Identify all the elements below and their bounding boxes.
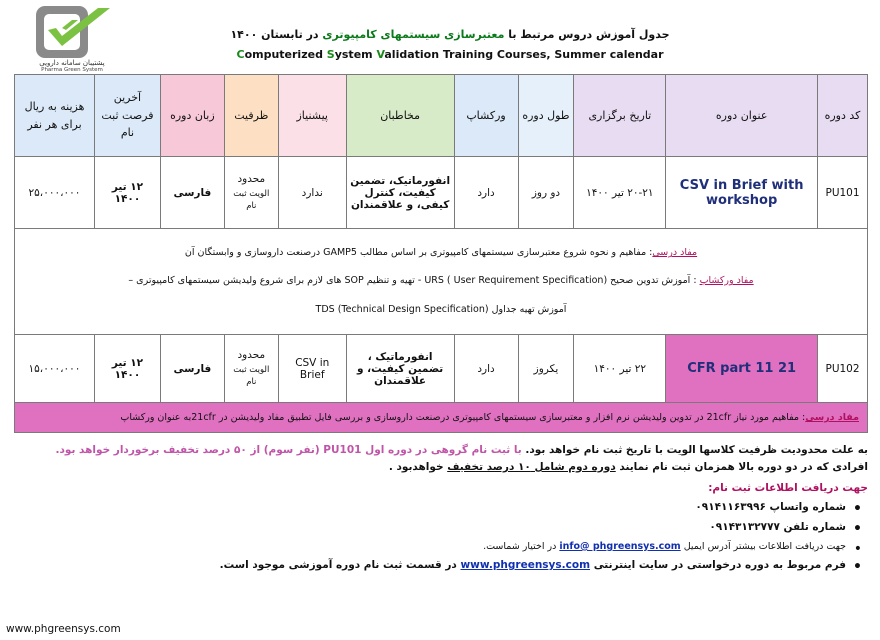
- table-header-row: [15, 75, 868, 157]
- course-audience: انفورماتیک، تضمین کیفیت، کنترل کیفی، و علاقمندان: [346, 157, 454, 229]
- header-language: زبان دوره: [160, 75, 224, 157]
- page-title-en: Computerized System Validation Training Courses, Summer calendar: [236, 48, 664, 61]
- table-row: [15, 335, 868, 403]
- course-notes-row: [15, 403, 868, 433]
- capacity-main: محدود: [237, 348, 266, 361]
- form-item: • فرم مربوط به دوره درخواستی در سایت اینترنتی www.phgreensys.com در قسمت ثبت نام دوره آموزشی موجود است.: [14, 557, 868, 574]
- registration-notes: [14, 442, 868, 577]
- contact-list: [14, 499, 868, 574]
- capacity-sub: الویت ثبت نام: [233, 364, 270, 388]
- logo-caption-en: Pharma Green System: [41, 67, 103, 73]
- course-language: فارسی: [160, 335, 224, 403]
- course-notes: [15, 229, 868, 335]
- phone-item: • شماره تلفن ۰۹۱۴۳۱۳۲۷۷۷: [14, 519, 868, 536]
- email-link[interactable]: info@ phgreensys.com: [559, 540, 681, 552]
- course-title: CSV in Brief with workshop: [666, 157, 818, 229]
- course-date: ۲۰-۲۱ تیر ۱۴۰۰: [574, 157, 666, 229]
- website-link[interactable]: www.phgreensys.com: [460, 559, 591, 572]
- workshop-content: مفاد ورکشاپ : آموزش تدوین صحیح (URS ( User Requirement Specification - تهیه و تنظیم SOP های لازم برای شروع ولیدیشن سیستمهای کامپیوتری –: [128, 275, 754, 287]
- course-code: PU101: [818, 157, 868, 229]
- header-date: تاریخ برگزاری: [574, 75, 666, 157]
- course-deadline: ۱۲ تیر ۱۴۰۰: [94, 335, 160, 403]
- course-fee: ۲۵،۰۰۰،۰۰۰: [15, 157, 95, 229]
- table-row: [15, 157, 868, 229]
- logo-caption-fa: پشتیبان سامانه دارویی: [39, 59, 105, 67]
- header-length: طول دوره: [518, 75, 574, 157]
- registration-info-title: جهت دریافت اطلاعات ثبت نام:: [708, 481, 868, 494]
- header-workshop: ورکشاپ: [454, 75, 518, 157]
- footer-website[interactable]: www.phgreensys.com: [6, 623, 121, 635]
- course-workshop: دارد: [454, 157, 518, 229]
- course-language: فارسی: [160, 157, 224, 229]
- header-code: کد دوره: [818, 75, 868, 157]
- header-deadline: آخرین فرصت ثبت نام: [94, 75, 160, 157]
- capacity-note: به علت محدودیت ظرفیت کلاسها الویت با تاریخ ثبت نام خواهد بود. با ثبت نام گروهی در دوره اول PU101 (نفر سوم) از ۵۰ درصد تخفیف برخوردار خواهد بود.: [55, 444, 868, 456]
- course-length: دو روز: [518, 157, 574, 229]
- course-code: PU102: [818, 335, 868, 403]
- course-date: ۲۲ تیر ۱۴۰۰: [574, 335, 666, 403]
- course-fee: ۱۵،۰۰۰،۰۰۰: [15, 335, 95, 403]
- lesson-content: مفاد درسی: مفاهیم و نحوه شروع معتبرسازی سیستمهای کامپیوتری بر اساس مطالب GAMP5 درصنعت داروسازی و وابستگان آن: [184, 247, 698, 259]
- whatsapp-item: • شماره واتساپ ۰۹۱۴۱۱۶۳۹۹۶: [14, 499, 868, 516]
- capacity-main: محدود: [237, 172, 266, 185]
- capacity-sub: الویت ثبت نام: [233, 188, 270, 212]
- tds-content: آموزش تهیه جداول (TDS (Technical Design Specification: [315, 303, 567, 315]
- course-audience: انفورماتیک ، تضمین کیفیت، و علاقمندان: [346, 335, 454, 403]
- course-table: [14, 74, 868, 433]
- header-fee: هزینه به ریال برای هر نفر: [15, 75, 95, 157]
- header-capacity: ظرفیت: [224, 75, 278, 157]
- course-length: یکروز: [518, 335, 574, 403]
- course-prerequisite: ندارد: [278, 157, 346, 229]
- course-capacity: [224, 157, 278, 229]
- course-notes: مفاد درسی: مفاهیم مورد نیاز 21cfr در تدوین ولیدیشن نرم افزار و معتبرسازی سیستمهای کامپیوتری درصنعت داروسازی و بررسی فایل تطبیق مفاد ولیدیشن در 21cfrبه عنوان ورکشاپ: [15, 403, 868, 433]
- course-prerequisite: CSV in Brief: [278, 335, 346, 403]
- course-title: 21 CFR part 11: [666, 335, 818, 403]
- course-workshop: دارد: [454, 335, 518, 403]
- course-deadline: ۱۲ تیر ۱۴۰۰: [94, 157, 160, 229]
- email-item: • جهت دریافت اطلاعات بیشتر آدرس ایمیل info@ phgreensys.com در اختیار شماست.: [14, 539, 868, 554]
- discount-note: افرادی که در دو دوره بالا همزمان ثبت نام نمایند دوره دوم شامل ۱۰ درصد تخفیف خواهدبود .: [388, 460, 868, 473]
- header-title: عنوان دوره: [666, 75, 818, 157]
- header-prerequisite: پیشنیاز: [278, 75, 346, 157]
- course-capacity: [224, 335, 278, 403]
- course-notes-row: [15, 229, 868, 335]
- page-title-fa: جدول آموزش دروس مرتبط با معتبرسازی سیستمهای کامپیوتری در تابستان ۱۴۰۰: [230, 28, 670, 41]
- header-audience: مخاطبان: [346, 75, 454, 157]
